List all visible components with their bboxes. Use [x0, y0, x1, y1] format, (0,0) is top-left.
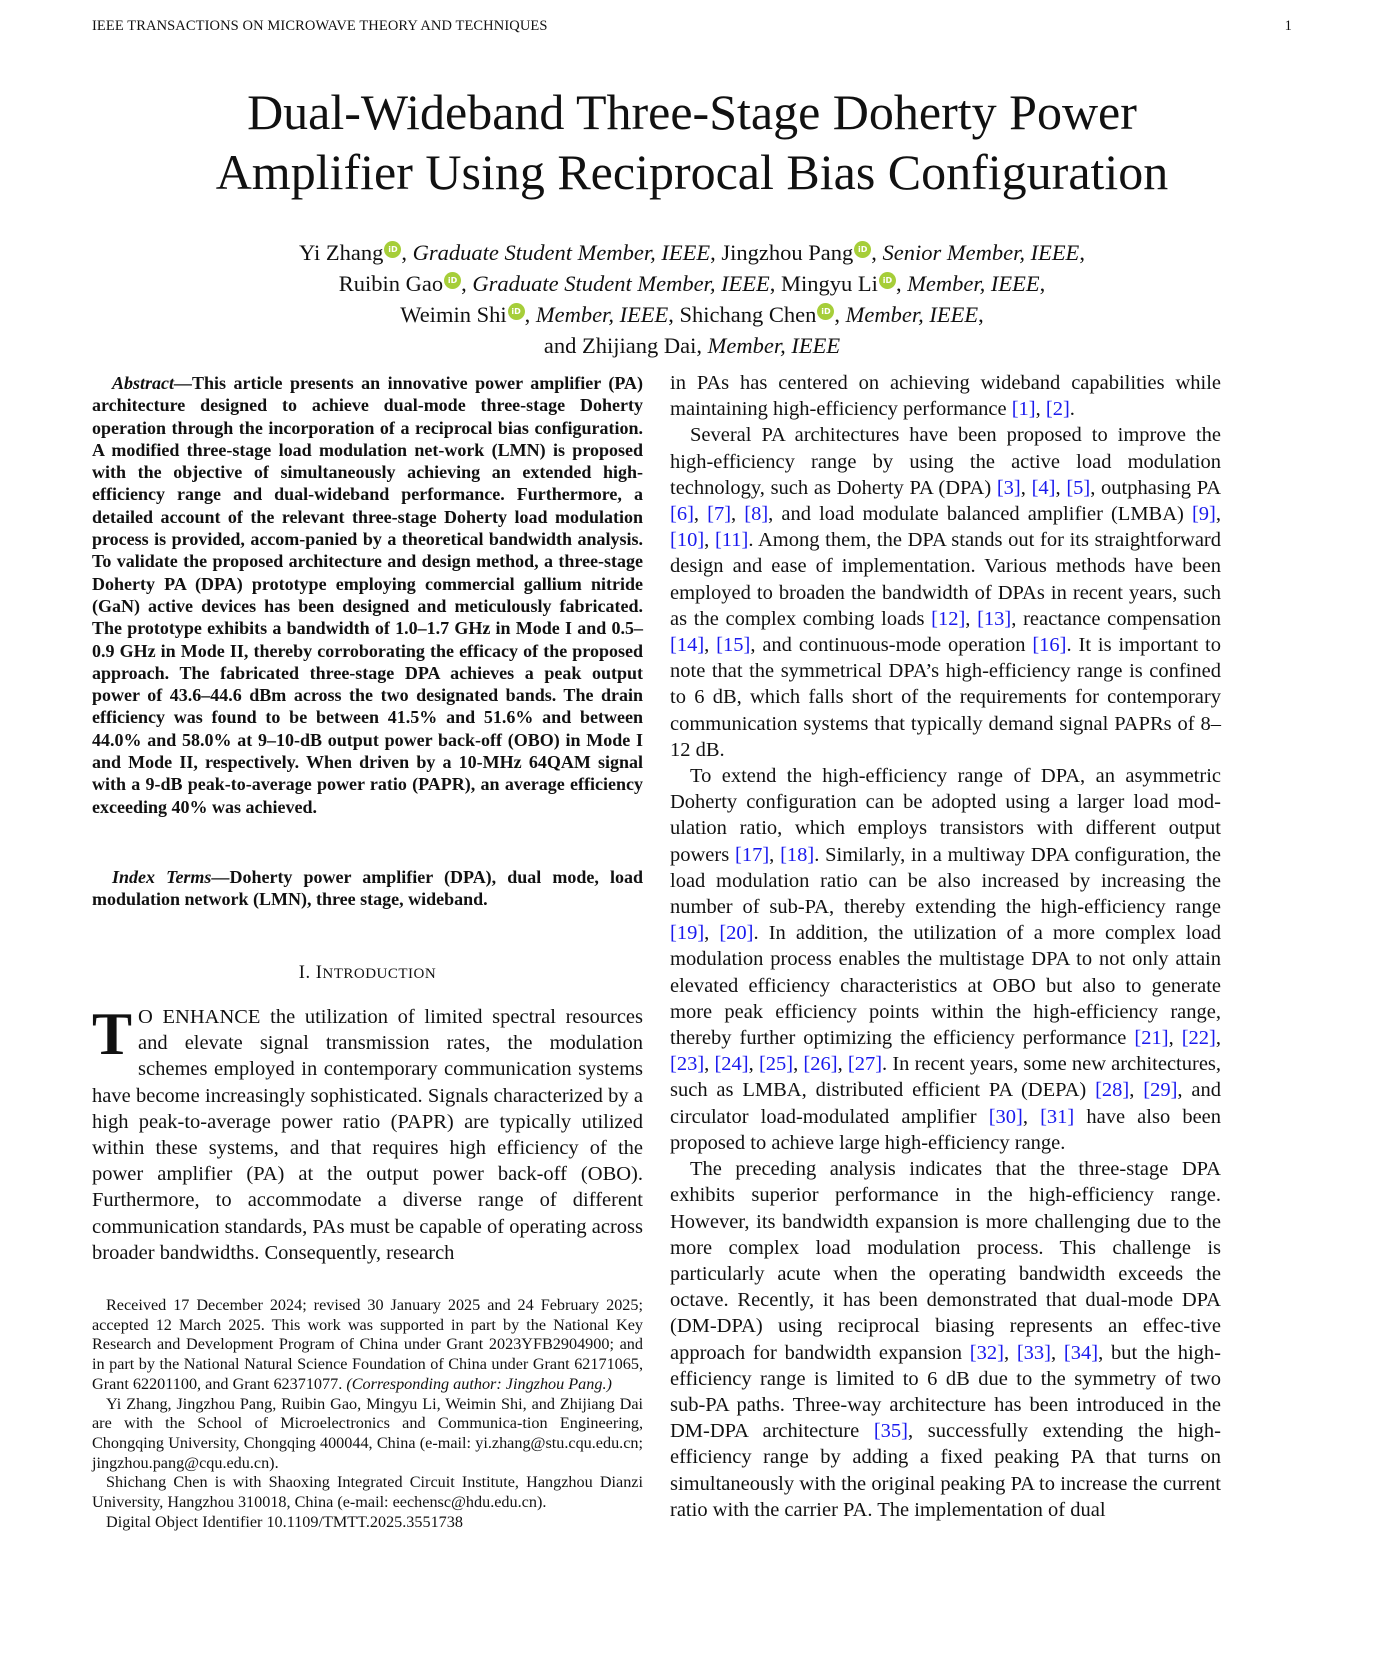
intro-lead: O ENHANCE: [138, 1006, 261, 1028]
abstract-label: Abstract—: [112, 373, 193, 393]
footnote-received-text: Received 17 December 2024; revised 30 January 2025 and 24 February 2025; accepted 12 March 2025. This work was supported in part by the National Key Research and Development Program of China under Grant 2023YFB2904900; and in part by the National Natural Science Foundation of China under Grant 62171065, Grant 62201100, and Grant 62371077.: [92, 1296, 643, 1393]
abstract: [92, 372, 643, 818]
author-name: Weimin Shi: [400, 302, 507, 327]
author-name: Mingyu Li: [781, 271, 878, 296]
index-terms: [92, 866, 643, 911]
citation-link[interactable]: [16]: [1032, 634, 1067, 657]
body-paragraph: To extend the high-efficiency range of DPA, an asymmetric Doherty configuration can be adopted using a larger load mod-ulation ratio, which employs transistors with different output powers [17], [18]. Similarly, in a multiway DPA configuration, the load modulation ratio can be also increased by increasing the number of sub-PA, thereby extending the high-efficiency range [19], [20]. In addition, the utilization of a more complex load modulation process enables the multistage DPA to not only attain elevated efficiency characteristics at OBO but also to generate more peak efficiency points within the high-efficiency range, thereby further optimizing the efficiency performance [21], [22], [23], [24], [25], [26], [27]. In recent years, some new architectures, such as LMBA, distributed efficient PA (DEPA) [28], [29], and circulator load-modulated amplifier [30], [31] have also been proposed to achieve large high-efficiency range.: [670, 765, 1222, 1154]
introduction-paragraph: [92, 1001, 643, 1266]
intro-text: the utilization of limited spectral resources and elevate signal transmission rates, the modulation schemes employed in contemporary communication systems have become increasingly sophisticated. Signals characterized by a high peak-to-average power ratio (PAPR) are typically utilized within these systems, and that requires high efficiency of the power amplifier (PA) at the output power back-off (OBO). Furthermore, to accommodate a diverse range of different communication standards, PAs must be capable of operating across broader bandwidths. Consequently, research: [92, 1006, 643, 1264]
author-membership: Member, IEEE: [535, 302, 669, 327]
paper-title: [0, 82, 1384, 202]
citation-link[interactable]: [12]: [931, 607, 966, 630]
section-heading-introduction: [92, 963, 643, 984]
footnote-doi: Digital Object Identifier 10.1109/TMTT.2025.3551738: [106, 1512, 463, 1531]
author-name: Yi Zhang: [299, 240, 384, 265]
citation-link[interactable]: [25]: [758, 1053, 794, 1076]
orcid-icon[interactable]: iD: [854, 241, 871, 258]
author-membership: Member, IEEE: [845, 302, 979, 327]
citation-link[interactable]: [17]: [735, 843, 770, 866]
orcid-icon[interactable]: iD: [444, 272, 461, 289]
drop-cap: T: [92, 1001, 133, 1067]
title-line-2: Amplifier Using Reciprocal Bias Configuration: [215, 144, 1169, 200]
right-column-body: [670, 370, 1221, 1523]
citation-link[interactable]: [18]: [780, 843, 815, 866]
citation-link[interactable]: [7]: [707, 503, 732, 526]
section-title-rest: NTRODUCTION: [322, 966, 437, 982]
author-membership: Graduate Student Member, IEEE: [472, 271, 770, 296]
citation-link[interactable]: [9]: [1191, 503, 1216, 526]
author-conjunction: and: [543, 333, 583, 358]
author-membership: Member, IEEE: [707, 333, 841, 358]
citation-link[interactable]: [30]: [988, 1105, 1023, 1128]
section-title-first: I: [315, 963, 323, 983]
section-number: I.: [298, 963, 311, 983]
title-line-1: Dual-Wideband Three-Stage Doherty Power: [247, 84, 1137, 140]
journal-name: IEEE TRANSACTIONS ON MICROWAVE THEORY AND TECHNIQUES: [92, 18, 548, 34]
citation-link[interactable]: [4]: [1031, 476, 1056, 499]
citation-link[interactable]: [23]: [670, 1053, 705, 1076]
citation-link[interactable]: [10]: [670, 529, 705, 552]
author-name: Ruibin Gao: [338, 271, 444, 296]
footnote-affiliation-2: Shichang Chen is with Shaoxing Integrated Circuit Institute, Hangzhou Dianzi University, Hangzhou 310018, China (e-mail: eechensc@hdu.edu.cn).: [92, 1473, 643, 1512]
page-number: 1: [1284, 18, 1292, 34]
citation-link[interactable]: [29]: [1143, 1079, 1178, 1102]
orcid-icon[interactable]: iD: [384, 241, 401, 258]
citation-link[interactable]: [6]: [670, 503, 694, 526]
orcid-icon[interactable]: iD: [817, 303, 834, 320]
author-list: Yi Zhang iD , Graduate Student Member, IEEE, Jingzhou Pang iD , Senior Member, IEEE, Ruibin Gao iD , Graduate Student Member, IEEE, Mingyu Li iD , Member, IEEE, Weimin Shi iD , Member, IEEE, Shichang Chen iD , Member, IEEE, and Zhijiang Dai, Member, IEEE: [299, 240, 1085, 358]
footnote-received: [92, 1296, 643, 1395]
citation-link[interactable]: [8]: [744, 503, 769, 526]
footnote-affiliation-1: Yi Zhang, Jingzhou Pang, Ruibin Gao, Mingyu Li, Weimin Shi, and Zhijiang Dai are with the School of Microelectronics and Communica-tion Engineering, Chongqing University, Chongqing 400044, China (e-mail: yi.zhang@stu.cqu.edu.cn; jingzhou.pang@cqu.edu.cn).: [92, 1394, 643, 1472]
author-name: Zhijiang Dai: [582, 333, 697, 358]
citation-link[interactable]: [27]: [847, 1053, 883, 1076]
citation-link[interactable]: [1]: [1011, 398, 1036, 421]
citation-link[interactable]: [34]: [1063, 1341, 1099, 1364]
citation-link[interactable]: [33]: [1016, 1341, 1051, 1364]
index-terms-label: Index Terms—: [112, 867, 230, 887]
citation-link[interactable]: [24]: [714, 1053, 749, 1076]
running-header: [92, 18, 1292, 35]
citation-link[interactable]: [20]: [719, 922, 754, 945]
author-membership: Graduate Student Member, IEEE: [412, 240, 711, 265]
author-membership: Member, IEEE: [907, 271, 1040, 296]
citation-link[interactable]: [15]: [716, 634, 751, 657]
author-name: Jingzhou Pang: [721, 240, 854, 265]
citation-link[interactable]: [21]: [1134, 1027, 1169, 1050]
abstract-text: This article presents an innovative power amplifier (PA) architecture designed to achieve dual-mode three-stage Doherty operation through the incorporation of a reciprocal bias configuration. A modified three-stage load modulation net-work (LMN) is proposed with the objective of simultaneously achieving an extended high-efficiency range and dual-wideband performance. Furthermore, a detailed account of the relevant three-stage Doherty load modulation process is provided, accom-panied by a theoretical bandwidth analysis. To validate the proposed architecture and design method, a three-stage Doherty PA (DPA) prototype employing commercial gallium nitride (GaN) active devices has been designed and meticulously fabricated. The prototype exhibits a bandwidth of 1.0–1.7 GHz in Mode I and 0.5–0.9 GHz in Mode II, thereby corroborating the efficacy of the proposed approach. The fabricated three-stage DPA achieves a peak output power of 43.6–44.6 dBm across the two designated bands. The drain efficiency was found to be between 41.5% and 51.6% and between 44.0% and 58.0% at 9–10-dB output power back-off (OBO) in Mode I and Mode II, respectively. When driven by a 10-MHz 64QAM signal with a 9-dB peak-to-average power ratio (PAPR), an average efficiency exceeding 40% was achieved.: [92, 373, 643, 817]
index-terms-text: Doherty power amplifier (DPA), dual mode, load modulation network (LMN), three stage, wideband.: [92, 867, 643, 910]
author-name: Shichang Chen: [679, 302, 817, 327]
first-page-footnote: [92, 1296, 643, 1532]
citation-link[interactable]: [31]: [1040, 1105, 1075, 1128]
orcid-icon[interactable]: iD: [508, 303, 525, 320]
citation-link[interactable]: [26]: [803, 1053, 838, 1076]
citation-link[interactable]: [13]: [977, 607, 1012, 630]
citation-link[interactable]: [2]: [1045, 398, 1070, 421]
citation-link[interactable]: [22]: [1181, 1027, 1216, 1050]
citation-link[interactable]: [14]: [670, 634, 705, 657]
citation-link[interactable]: [35]: [873, 1420, 909, 1443]
body-paragraph: Several PA architectures have been proposed to improve the high-efficiency range by using the active load modulation technology, such as Doherty PA (DPA) [3], [4], [5], outphasing PA [6], [7], [8], and load modulate balanced amplifier (LMBA) [9], [10], [11]. Among them, the DPA stands out for its straightforward design and ease of implementation. Various methods have been employed to broaden the bandwidth of DPAs in recent years, such as the complex combing loads [12], [13], reactance compensation [14], [15], and continuous-mode operation [16]. It is important to note that the symmetrical DPA’s high-efficiency range is confined to 6 dB, which falls short of the requirements for contemporary communication systems that typically demand signal PAPRs of 8–12 dB.: [670, 424, 1222, 761]
citation-link[interactable]: [19]: [670, 922, 705, 945]
orcid-icon[interactable]: iD: [879, 272, 896, 289]
citation-link[interactable]: [11]: [714, 529, 749, 552]
citation-link[interactable]: [28]: [1095, 1079, 1130, 1102]
author-membership: Senior Member, IEEE: [882, 240, 1080, 265]
corresponding-author: (Corresponding author: Jingzhou Pang.): [346, 1374, 612, 1393]
citation-link[interactable]: [5]: [1066, 476, 1091, 499]
citation-link[interactable]: [3]: [996, 476, 1021, 499]
body-paragraph: The preceding analysis indicates that the three-stage DPA exhibits superior performance in the high-efficiency range. However, its bandwidth expansion is more challenging due to the more complex load modulation process. This challenge is particularly acute when the operating bandwidth exceeds the octave. Recently, it has been demonstrated that dual-mode DPA (DM-DPA) using reciprocal biasing represents an effec-tive approach for bandwidth expansion [32], [33], [34], but the high-efficiency range is limited to 6 dB due to the symmetry of two sub-PA paths. Three-way architecture has been introduced in the DM-DPA architecture [35], successfully extending the high-efficiency range by adding a fixed peaking PA that turns on simultaneously with the original peaking PA to increase the current ratio with the carrier PA. The implementation of dual: [670, 1158, 1222, 1521]
body-paragraph: in PAs has centered on achieving wideband capabilities while maintaining high-efficiency performance [1], [2].: [670, 372, 1221, 421]
citation-link[interactable]: [32]: [969, 1341, 1004, 1364]
